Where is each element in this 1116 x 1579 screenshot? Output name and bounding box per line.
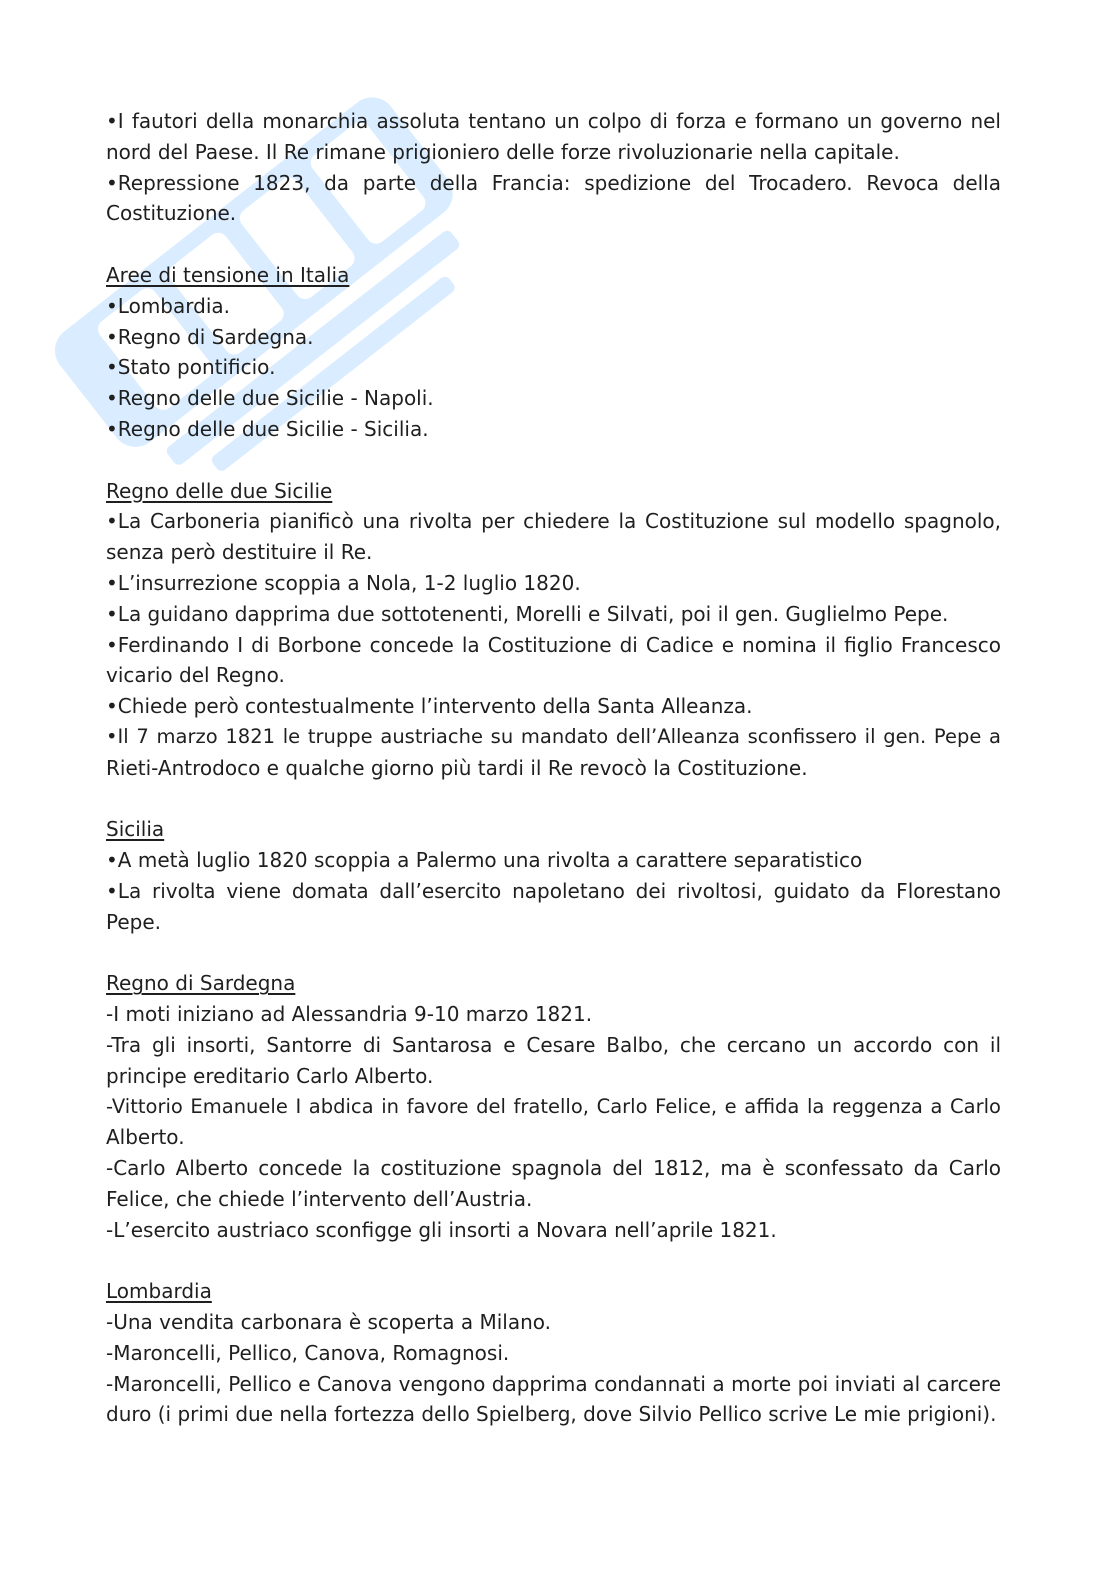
text-line: •Lombardia. [106,293,230,318]
text-line: •Regno delle due Sicilie - Sicilia. [106,416,429,441]
text-line: •Stato pontificio. [106,355,276,380]
text-line: •La rivolta viene domata dall’esercito napoletano dei rivoltosi, guidato da Florestano [106,878,1001,903]
text-line: •Chiede però contestualmente l’intervento della Santa Alleanza. [106,694,753,719]
text-line: duro (i primi due nella fortezza dello Spielberg, dove Silvio Pellico scrive Le mie prigioni). [106,1402,997,1427]
text-line: -Carlo Alberto concede la costituzione spagnola del 1812, ma è sconfessato da Carlo [106,1156,1001,1181]
text-line: •Ferdinando I di Borbone concede la Costituzione di Cadice e nomina il figlio Francesco [106,632,1001,657]
text-line: nord del Paese. Il Re rimane prigioniero delle forze rivoluzionarie nella capitale. [106,139,900,164]
section-heading: Regno delle due Sicilie [106,478,333,503]
text-line: •Regno di Sardegna. [106,324,314,349]
section-heading: Lombardia [106,1279,212,1304]
paragraph-gap [106,784,1001,815]
text-line: Costituzione. [106,201,237,226]
text-line: •La Carboneria pianificò una rivolta per chiedere la Costituzione sul modello spagnolo, [106,509,1001,534]
text-line: principe ereditario Carlo Alberto. [106,1063,434,1088]
text-line: -Maroncelli, Pellico e Canova vengono dapprima condannati a morte poi inviati al carcere [106,1371,1001,1396]
text-line: •Il 7 marzo 1821 le truppe austriache su mandato dell’Alleanza sconfissero il gen. Pepe a [106,724,1001,748]
text-line: •La guidano dapprima due sottotenenti, Morelli e Silvati, poi il gen. Guglielmo Pepe. [106,601,949,626]
section-heading: Regno di Sardegna [106,971,296,996]
paragraph-gap [106,445,1001,476]
section-heading: Aree di tensione in Italia [106,262,350,287]
text-line: •L’insurrezione scoppia a Nola, 1-2 luglio 1820. [106,570,581,595]
text-line: Felice, che chiede l’intervento dell’Austria. [106,1186,533,1211]
text-line: -I moti iniziano ad Alessandria 9-10 marzo 1821. [106,1002,593,1027]
text-line: -L’esercito austriaco sconfigge gli insorti a Novara nell’aprile 1821. [106,1217,777,1242]
document-page [106,106,1001,1430]
text-line: -Maroncelli, Pellico, Canova, Romagnosi. [106,1340,510,1365]
text-line: Rieti-Antrodoco e qualche giorno più tardi il Re revocò la Costituzione. [106,755,808,780]
text-line: -Una vendita carbonara è scoperta a Milano. [106,1310,551,1335]
paragraph-gap [106,1245,1001,1276]
text-line: vicario del Regno. [106,663,285,688]
text-line: Pepe. [106,909,162,934]
text-line: •I fautori della monarchia assoluta tentano un colpo di forza e formano un governo nel [106,109,1001,133]
text-line: senza però destituire il Re. [106,540,373,565]
paragraph-gap [106,229,1001,260]
text-line: -Vittorio Emanuele I abdica in favore del fratello, Carlo Felice, e affida la reggenza a Carlo [106,1094,1001,1118]
text-line: -Tra gli insorti, Santorre di Santarosa e Cesare Balbo, che cercano un accordo con il [106,1032,1001,1057]
text-line: •Regno delle due Sicilie - Napoli. [106,386,434,411]
paragraph-gap [106,938,1001,969]
text-line: Alberto. [106,1125,185,1150]
section-heading: Sicilia [106,817,165,842]
text-line: •A metà luglio 1820 scoppia a Palermo una rivolta a carattere separatistico [106,848,863,873]
text-line: •Repressione 1823, da parte della Francia: spedizione del Trocadero. Revoca della [106,170,1001,195]
